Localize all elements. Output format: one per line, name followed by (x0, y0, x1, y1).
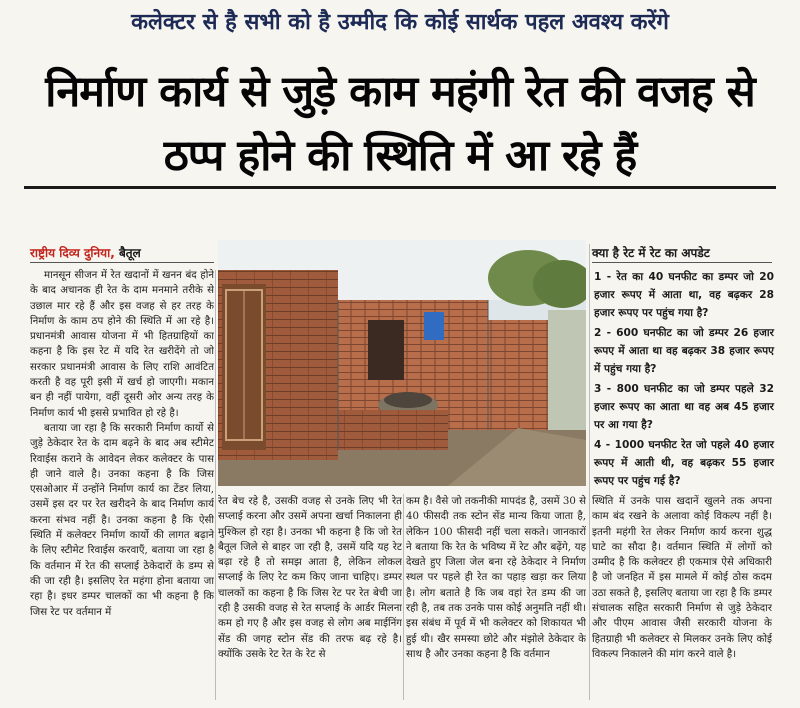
byline-divider (30, 262, 214, 263)
headline-divider (24, 186, 776, 189)
rate-update-item: 1 - रेत का 40 घनफीट का डम्पर जो 20 हजार रूपए में आता था, वह बढ़कर 28 हजार रूपए पर पहुंच गया है? (594, 271, 774, 319)
byline-org: राष्ट्रीय दिव्य दुनिया, (30, 246, 115, 260)
kicker-headline: कलेक्टर से है सभी को है उम्मीद कि कोई सार्थक पहल अवश्य करेंगे (131, 10, 669, 35)
byline-place: बैतूल (114, 246, 141, 260)
sidebar-title: क्या है रेट में रेट का अपडेट (592, 246, 710, 260)
article-column-4 (592, 494, 772, 700)
rate-update-item: 2 - 600 घनफीट का जो डम्पर 26 हजार रूपए में आता था वह बढ़कर 38 हजार रूपए में पहुंच गया है? (594, 327, 774, 375)
rate-update-list (594, 268, 774, 492)
article-column-1 (30, 268, 214, 700)
article-column-2 (218, 494, 402, 700)
construction-site-photo (218, 240, 586, 486)
sidebar-divider (592, 262, 772, 263)
column-divider (589, 244, 590, 700)
construction-photo-illustration (218, 240, 586, 486)
article-paragraph: रेत बेच रहे है, उसकी वजह से उनके लिए भी रेत सप्लाई करना और उसमें अपना खर्चा निकालना ही मुश्किल हो रहा है। उनका भी कहना है कि जो रेत बैतूल जिले से बाहर जा रही है, उसमें यदि यह रेट बढ़ा रहे है तो समझ आता है, लेकिन लोकल सप्लाई के लिए रेट कम किए जाना चाहिए। डम्पर चालकों का कहना है कि जिस रेट पर रेत बेची जा रही है उसकी वजह से रेत सप्लाई के आर्डर मिलना कम हो गए है और इस वजह से लोग अब माईनिंग सेंड की जगह स्टोन सेंड की तरफ बढ़ रहे है। क्योंकि उसके रेट रेत के रेट से (218, 496, 402, 660)
article-column-3 (406, 494, 586, 700)
rate-update-item: 3 - 800 घनफीट का जो डम्पर पहले 32 हजार रूपए का आता था वह अब 45 हजार पर आ गया है? (594, 383, 774, 431)
main-headline: निर्माण कार्य से जुड़े काम महंगी रेत की वजह से ठप्प होने की स्थिति में आ रहे हैं (45, 67, 755, 181)
rate-update-item: 4 - 1000 घनफीट रेत जो पहले 40 हजार रूपए में आती थी, वह बढ़कर 55 हजार रूपए पर पहुंच गई है? (594, 439, 774, 487)
column-divider (215, 270, 216, 700)
article-paragraph: कम है। वैसे जो तकनीकी मापदंड है, उसमें 30 से 40 फीसदी तक स्टोन सेंड मान्य किया जाता है, लेकिन 100 फीसदी नहीं चला सकते। जानकारों ने बताया कि रेत के भविष्य में रेट और बढ़ेंगे, यह देखते हुए जिला जेल बना रहे ठेकेदार ने निर्माण स्थल पर पहले ही रेत का पहाड़ खड़ा कर लिया है। लोग बताते है कि जब वहां रेत डम्प की जा रही है, तब तक उनके पास कोई अनुमति नहीं थी। इस संबंध में पूर्व में भी कलेक्टर को शिकायत भी हुई थी। खैर समस्या छोटे और मंझोले ठेकेदार के साथ है और उनका कहना है कि वर्तमान (406, 496, 586, 660)
byline (30, 244, 141, 261)
article-paragraph: स्थिति में उनके पास खदानें खुलने तक अपना काम बंद रखने के अलावा कोई विकल्प नहीं है। इतनी महंगी रेत लेकर निर्माण कार्य करना शुद्ध घाटे का सौदा है। वर्तमान स्थिति में लोगों को उम्मीद है कि कलेक्टर ही एकमात्र ऐसे अधिकारी है जो जनहित में इस मामले में कोई ठोस कदम उठा सकते है, इसलिए बताया जा रहा है कि डम्पर संचालक सहित सरकारी निर्माण से जुड़े ठेकेदार और पीएम आवास जैसी सरकारी योजना के हितग्राही भी कलेक्टर से मिलकर उनके लिए कोई विकल्प निकालने की मांग करने वाले है। (592, 496, 772, 660)
article-paragraph: मानसून सीजन में रेत खदानों में खनन बंद होने के बाद अचानक ही रेत के दाम मनमाने तरीके से उछाल मार रहे हैं और इस वजह से हर तरह के निर्माण के काम ठप होने की स्थिति में आ रहे है। प्रधानमंत्री आवास योजना में भी हितग्राहियों का कहना है कि इस रेट में यदि रेत खरीदेंगे तो जो सरकार प्रधानमंत्री आवास के लिए राशि आवंटित करती है वह पूरी इसी में खर्च हो जाएगी। मकान बन ही नहीं पायेगा, वहीं दूसरी ओर अन्य तरह के निर्माण कार्य भी इससे प्रभावित हो रहे है। (30, 270, 214, 419)
article-paragraph: बताया जा रहा है कि सरकारी निर्माण कार्यो से जुड़े ठेकेदार रेत के दाम बढ़ने के बाद अब स्टीमेट रिवाईस कराने के आवेदन लेकर कलेक्टर के पास ही जाने वाले है। उनका कहना है कि जिस एसओआर में उन्होंने निर्माण कार्य का टेंडर लिया, उसमें इस दर पर रेत खरीदने के बाद निर्माण कार्य करना संभव नहीं है। उनका कहना है कि ऐसी स्थिति में कलेक्टर निर्माण कार्यो की लागत बढ़ाने के लिए स्टीमेट रिवाईस करवाएँ, बताया जा रहा है कि वर्तमान में रेत की सप्लाई ठेकेदारों के डम्प से की जा रही है। इसलिए रेत महंगा होना बताया जा रहा है। इधर डम्पर चालकों का भी कहना है कि जिस रेट पर वर्तमान में (30, 422, 214, 618)
column-divider (403, 494, 404, 700)
